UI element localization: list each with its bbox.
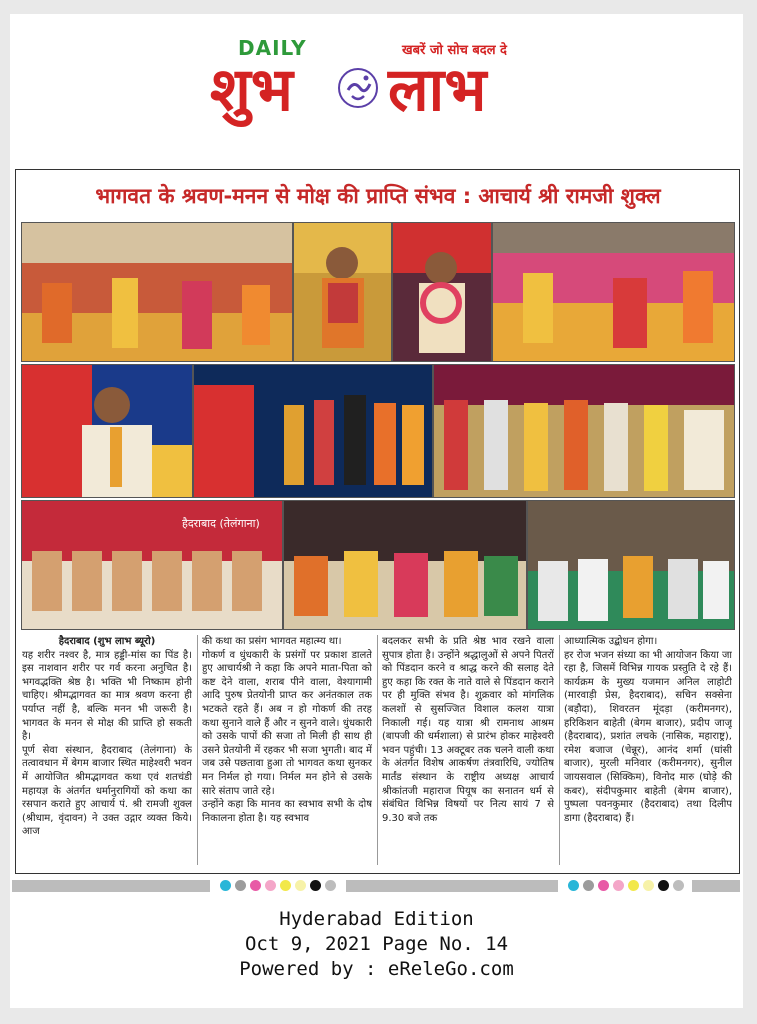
registration-dot bbox=[280, 880, 291, 891]
column-divider bbox=[377, 635, 378, 865]
photo-woman-garland bbox=[293, 222, 392, 362]
photo-devotees-standing bbox=[433, 364, 735, 498]
photo-crowd-1 bbox=[21, 222, 293, 362]
registration-dot bbox=[583, 880, 594, 891]
article-column-4 bbox=[564, 635, 732, 867]
registration-dot bbox=[310, 880, 321, 891]
masthead bbox=[10, 14, 743, 164]
column-divider bbox=[559, 635, 560, 865]
edition-footer bbox=[10, 907, 743, 982]
edition-date-page: Oct 9, 2021 Page No. 14 bbox=[244, 933, 509, 955]
article-paragraph: बदलकर सभी के प्रति श्रेष्ठ भाव रखने वाला सुपात्र होता है। उन्होंने श्रद्धालुओं से अपने पितरों को पिंडदान करने व श्राद्ध करने की सलाह देते हुए कहा कि रक्त के नाते वाले से पिंडदान कराने पर ही मुक्ति संभव है। शुक्रवार को मांगलिक कलशों से सुसज्जित विशाल कलश यात्रा निकाली गई। यह यात्रा श्री रामनाथ आश्रम (बापजी की धर्मशाला) से प्रारंभ होकर माहेश्वरी भवन पहुंची। 13 अक्टूबर तक चलने वाली कथा के अंतर्गत विशेष आकर्षण तंत्रवारिधि, ज्योतिष मार्तंड संस्थान के राष्ट्रीय अध्यक्ष आचार्य श्रीकांतजी महाराज पियूष का सनातन धर्म से संबंधित विभिन्न विषयों पर नित्य सायं 7 से 9.30 बजे तक bbox=[382, 636, 554, 824]
masthead-tagline: खबरें जो सोच बदल दे bbox=[402, 43, 507, 58]
color-registration-strip bbox=[10, 880, 743, 892]
photo-group-seated-banner bbox=[21, 500, 283, 630]
article-dateline: हैदराबाद (शुभ लाभ ब्यूरो) bbox=[58, 636, 156, 647]
om-logo-icon bbox=[336, 66, 380, 110]
registration-dot bbox=[613, 880, 624, 891]
article-clipping bbox=[15, 169, 740, 874]
article-paragraph: की कथा का प्रसंग भागवत महात्म्य था। bbox=[202, 636, 342, 647]
article-column-2 bbox=[202, 635, 372, 867]
column-divider bbox=[197, 635, 198, 865]
brand-name-left: शुभ bbox=[210, 55, 293, 125]
article-headline: भागवत के श्रवण-मनन से मोक्ष की प्राप्ति संभव : आचार्य श्री रामजी शुक्ल bbox=[95, 184, 661, 208]
registration-dot bbox=[643, 880, 654, 891]
article-column-3 bbox=[382, 635, 554, 867]
masthead-daily: DAILY bbox=[238, 36, 307, 60]
photo-acharya-garland bbox=[392, 222, 492, 362]
article-paragraph: हर रोज भजन संध्या का भी आयोजन किया जा रहा है, जिसमें विभिन्न गायक प्रस्तुति दे रहे हैं। कार्यक्रम के मुख्य यजमान अनिल लाहोटी (मारवाड़ी प्रेस, हैदराबाद), सचिन सक्सेना (बड़ौदा), शिवरतन मूंदड़ा (करीमनगर), हरिकिशन बाहेती (बेगम बाजार), प्रदीप जाजू (हैदराबाद), प्रशांत लचके (नासिक, महाराष्ट्र), रमेश बजाज (चेन्नूर), आनंद शर्मा (घांसी बाजार), मुरली मनिवार (करीमनगर), सुनील जायसवाल (सिक्किम), विनोद मारु (घोड़े की कबर), संदीपकुमार बाहेती (बेगम बाजार), पुष्पला पवनकुमार (हैदराबाद) तथा दिलीप डागा (हैदराबाद) हैं। bbox=[564, 649, 732, 824]
registration-dot bbox=[250, 880, 261, 891]
edition-name: Hyderabad Edition bbox=[279, 908, 474, 930]
article-paragraph: पूर्ण सेवा संस्थान, हैदराबाद (तेलंगाना) के तत्वावधान में बेगम बाजार स्थित माहेश्वरी भवन में आयोजित श्रीमद्भागवत कथा एवं शतचंडी महायज्ञ के अंतर्गत धर्मानुरागियों को कथा का रसपान कराते हुए आचार्य पं. श्री रामजी शुक्ल (श्रीधाम, वृंदावन) ने उक्त उद्गार व्यक्त किये। आज bbox=[22, 744, 192, 838]
registration-dot bbox=[295, 880, 306, 891]
registration-dot bbox=[628, 880, 639, 891]
registration-dot bbox=[598, 880, 609, 891]
photo-banner-text: हैदराबाद (तेलंगाना) bbox=[182, 517, 260, 530]
photo-women-seated bbox=[283, 500, 527, 630]
registration-dot bbox=[673, 880, 684, 891]
registration-dot bbox=[325, 880, 336, 891]
registration-dot bbox=[658, 880, 669, 891]
photo-acharya-speaking bbox=[21, 364, 193, 498]
photo-men-seated bbox=[527, 500, 735, 630]
article-paragraph: उन्होंने कहा कि मानव का स्वभाव सभी के दोष निकालना होता है। यह स्वभाव bbox=[202, 799, 372, 824]
grey-bar bbox=[692, 880, 740, 892]
grey-bar bbox=[12, 880, 210, 892]
article-paragraph: गोकर्ण व धुंधकारी के प्रसंगों पर प्रकाश डालते हुए आचार्यश्री ने कहा कि अपने माता-पिता को कष्ट देने वाला, शराब पीने वाला, वेश्यागामी आदि पुरुष प्रेतयोनी प्राप्त कर अनंतकाल तक भटकते रहते हैं। अब न हो गोकर्ण की तरह कथा सुनाने वाले हैं और न सुनने वाले। धुंधकारी को उसके पापों की सजा तो मिली ही साथ ही उसने प्रेतयोनी में रहकर भी सजा भुगती। बाद में जब उसे पछतावा हुआ तो भागवत कथा सुनकर मन निर्मल हो गया। निर्मल मन होने से उसके सारे संताप जाते रहे। bbox=[202, 649, 372, 797]
grey-bar bbox=[346, 880, 558, 892]
article-paragraph: यह शरीर नश्वर है, मात्र हड्डी-मांस का पिंड है। इस नाशवान शरीर पर गर्व करना अनुचित है। भगवद्भक्ति श्रेष्ठ है। भक्ति भी निष्काम होनी चाहिए। श्रीमद्भागवत का मात्र श्रवण करना ही पर्याप्त नहीं है, बल्कि मनन भी जरूरी है। भागवत के मनन से मोक्ष की प्राप्ति हो सकती है। bbox=[22, 649, 192, 743]
registration-dot bbox=[568, 880, 579, 891]
photo-stage-group bbox=[193, 364, 433, 498]
registration-dot bbox=[265, 880, 276, 891]
photo-crowd-2 bbox=[492, 222, 735, 362]
registration-dot bbox=[235, 880, 246, 891]
article-paragraph: आध्यात्मिक उद्बोधन होगा। bbox=[564, 636, 658, 647]
newspaper-page bbox=[10, 14, 743, 1008]
registration-dot bbox=[220, 880, 231, 891]
brand-name-right: लाभ bbox=[388, 55, 487, 125]
article-column-1 bbox=[22, 635, 192, 867]
powered-by: Powered by : eReleGo.com bbox=[239, 958, 514, 980]
